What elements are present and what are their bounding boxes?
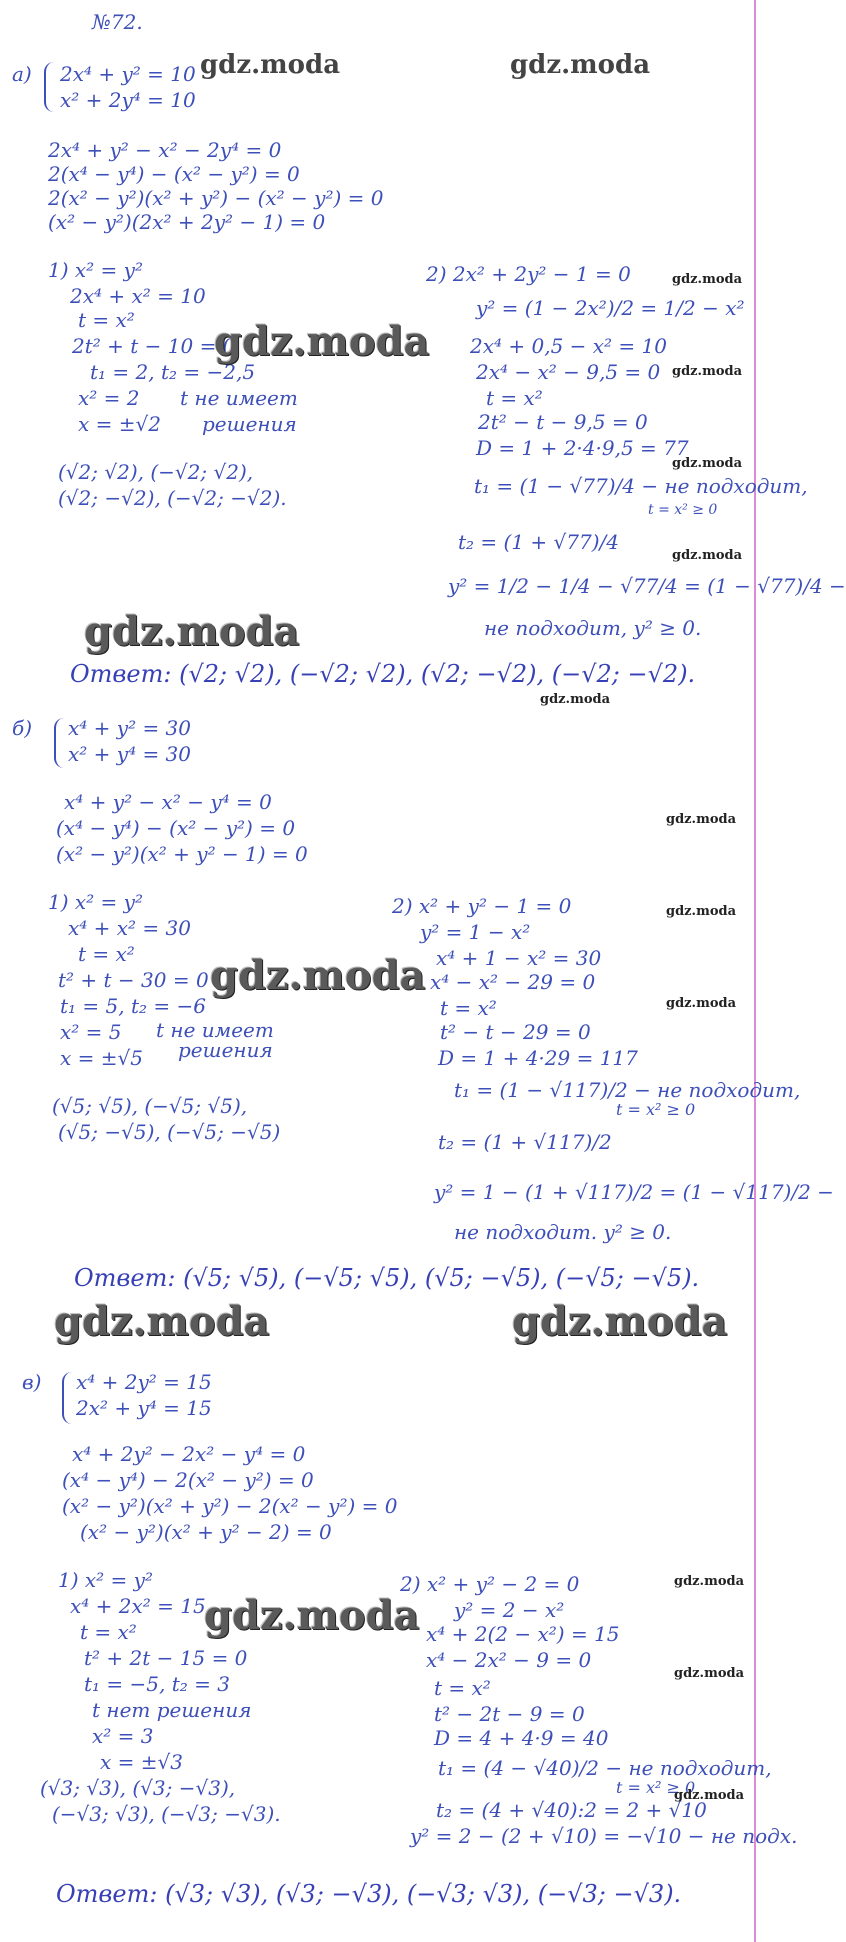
- watermark: gdz.moda: [84, 608, 300, 655]
- case-1-line: 1) x² = y²: [48, 890, 143, 914]
- case-2-line: y² = 1 − x²: [420, 920, 531, 944]
- case-1-line: 1) x² = y²: [48, 258, 143, 282]
- system-equation: x⁴ + 2y² = 15: [76, 1370, 212, 1394]
- case-2-note: t = x² ≥ 0: [616, 1100, 696, 1119]
- watermark: gdz.moda: [674, 1574, 745, 1589]
- margin-line: [754, 0, 756, 1942]
- watermark: gdz.moda: [672, 548, 743, 563]
- case-1-line: x = ±√5: [60, 1046, 143, 1070]
- answer-a: Ответ: (√2; √2), (−√2; √2), (√2; −√2), (−√2; −√2).: [70, 660, 696, 688]
- case-1-note: t не имеет: [156, 1018, 274, 1042]
- solution-step: 2x⁴ + y² − x² − 2y⁴ = 0: [48, 138, 282, 162]
- watermark: gdz.moda: [512, 1298, 728, 1345]
- case-1-line: t₁ = −5, t₂ = 3: [84, 1672, 230, 1696]
- case-2-line: y² = (1 − 2x²)/2 = 1/2 − x²: [476, 296, 745, 320]
- case-2-line: x⁴ + 1 − x² = 30: [436, 946, 602, 970]
- solution-step: x⁴ + y² − x² − y⁴ = 0: [64, 790, 272, 814]
- case-1-roots: (√5; −√5), (−√5; −√5): [58, 1120, 281, 1144]
- watermark: gdz.moda: [674, 1788, 745, 1803]
- case-1-roots: (√5; √5), (−√5; √5),: [52, 1094, 248, 1118]
- case-2-line: 2) x² + y² − 1 = 0: [392, 894, 572, 918]
- case-1-note: t нет решения: [92, 1698, 252, 1722]
- solution-step: (x² − y²)(2x² + 2y² − 1) = 0: [48, 210, 326, 234]
- case-2-line: D = 1 + 2·4·9,5 = 77: [476, 436, 689, 460]
- system-equation: 2x² + y⁴ = 15: [76, 1396, 212, 1420]
- case-1-line: 2t² + t − 10 = 0: [72, 334, 236, 358]
- watermark: gdz.moda: [54, 1298, 270, 1345]
- case-2-line: t = x²: [486, 386, 543, 410]
- case-1-roots: (−√3; √3), (−√3; −√3).: [52, 1802, 281, 1826]
- case-2-line: t₁ = (1 − √117)/2 − не подходит,: [454, 1078, 801, 1102]
- case-2-line: t₂ = (1 + √117)/2: [438, 1130, 612, 1154]
- case-1-line: 1) x² = y²: [58, 1568, 153, 1592]
- watermark: gdz.moda: [672, 456, 743, 471]
- case-1-line: t = x²: [78, 942, 135, 966]
- watermark: gdz.moda: [200, 50, 341, 80]
- case-2-note: t = x² ≥ 0: [648, 502, 718, 518]
- case-2-line: x⁴ − x² − 29 = 0: [430, 970, 596, 994]
- case-1-line: 2x⁴ + x² = 10: [70, 284, 206, 308]
- case-1-line: x² = 2: [78, 386, 140, 410]
- solution-step: (x⁴ − y⁴) − (x² − y²) = 0: [56, 816, 296, 840]
- solution-step: (x² − y²)(x² + y²) − 2(x² − y²) = 0: [62, 1494, 398, 1518]
- system-brace: [54, 718, 66, 768]
- problem-number: №72.: [92, 10, 143, 34]
- case-2-line: t₁ = (4 − √40)/2 − не подходит,: [438, 1756, 772, 1780]
- watermark: gdz.moda: [672, 364, 743, 379]
- part-v-label: в): [22, 1370, 42, 1394]
- case-1-line: t² + t − 30 = 0: [58, 968, 209, 992]
- case-2-line: y² = 1 − (1 + √117)/2 = (1 − √117)/2 −: [434, 1180, 834, 1204]
- case-2-line: не подходит, y² ≥ 0.: [484, 616, 702, 640]
- watermark: gdz.moda: [666, 904, 737, 919]
- watermark: gdz.moda: [210, 952, 426, 999]
- case-1-line: t² + 2t − 15 = 0: [84, 1646, 248, 1670]
- case-1-line: x⁴ + 2x² = 15: [70, 1594, 206, 1618]
- case-1-line: x = ±√2: [78, 412, 161, 436]
- system-equation: x² + 2y⁴ = 10: [60, 88, 196, 112]
- case-2-line: t = x²: [440, 996, 497, 1020]
- case-2-line: t² − t − 29 = 0: [440, 1020, 591, 1044]
- system-equation: x⁴ + y² = 30: [68, 716, 192, 740]
- watermark: gdz.moda: [214, 318, 430, 365]
- case-2-line: t² − 2t − 9 = 0: [434, 1702, 585, 1726]
- case-1-line: x = ±√3: [100, 1750, 183, 1774]
- solution-step: 2(x² − y²)(x² + y²) − (x² − y²) = 0: [48, 186, 384, 210]
- case-2-line: t₁ = (1 − √77)/4 − не подходит,: [474, 474, 808, 498]
- case-2-line: y² = 1/2 − 1/4 − √77/4 = (1 − √77)/4 −: [448, 574, 846, 598]
- case-1-line: t₁ = 5, t₂ = −6: [60, 994, 206, 1018]
- case-2-line: t₂ = (1 + √77)/4: [458, 530, 619, 554]
- case-2-line: t₂ = (4 + √40):2 = 2 + √10: [436, 1798, 707, 1822]
- case-1-note: t не имеет: [180, 386, 298, 410]
- case-1-line: x² = 3: [92, 1724, 154, 1748]
- case-2-line: не подходит. y² ≥ 0.: [454, 1220, 672, 1244]
- case-2-note: t = x² ≥ 0: [616, 1778, 696, 1797]
- part-a-label: а): [12, 62, 32, 86]
- case-1-roots: (√3; √3), (√3; −√3),: [40, 1776, 236, 1800]
- case-2-line: x⁴ + 2(2 − x²) = 15: [426, 1622, 620, 1646]
- answer-b: Ответ: (√5; √5), (−√5; √5), (√5; −√5), (−√5; −√5).: [74, 1264, 700, 1292]
- case-2-line: y² = 2 − (2 + √10) = −√10 − не подх.: [410, 1824, 798, 1848]
- part-b-label: б): [12, 716, 33, 740]
- case-1-roots: (√2; √2), (−√2; √2),: [58, 460, 254, 484]
- solution-step: x⁴ + 2y² − 2x² − y⁴ = 0: [72, 1442, 306, 1466]
- watermark: gdz.moda: [540, 692, 611, 707]
- solution-step: 2(x⁴ − y⁴) − (x² − y²) = 0: [48, 162, 300, 186]
- watermark: gdz.moda: [666, 996, 737, 1011]
- case-2-line: t = x²: [434, 1676, 491, 1700]
- solution-step: (x⁴ − y⁴) − 2(x² − y²) = 0: [62, 1468, 314, 1492]
- case-2-line: D = 4 + 4·9 = 40: [434, 1726, 609, 1750]
- case-2-line: 2t² − t − 9,5 = 0: [478, 410, 648, 434]
- case-1-line: t = x²: [80, 1620, 137, 1644]
- system-brace: [44, 62, 56, 112]
- case-2-line: D = 1 + 4·29 = 117: [438, 1046, 638, 1070]
- watermark: gdz.moda: [674, 1666, 745, 1681]
- system-equation: x² + y⁴ = 30: [68, 742, 192, 766]
- solution-step: (x² − y²)(x² + y² − 2) = 0: [80, 1520, 332, 1544]
- case-1-line: x⁴ + x² = 30: [68, 916, 191, 940]
- case-2-line: x⁴ − 2x² − 9 = 0: [426, 1648, 592, 1672]
- system-brace: [62, 1372, 74, 1424]
- case-1-line: x² = 5: [60, 1020, 122, 1044]
- case-1-note: решения: [202, 412, 297, 436]
- case-1-line: t₁ = 2, t₂ = −2,5: [90, 360, 256, 384]
- watermark: gdz.moda: [510, 50, 651, 80]
- answer-v: Ответ: (√3; √3), (√3; −√3), (−√3; √3), (−√3; −√3).: [56, 1880, 682, 1908]
- watermark: gdz.moda: [666, 812, 737, 827]
- case-1-roots: (√2; −√2), (−√2; −√2).: [58, 486, 287, 510]
- case-1-line: t = x²: [78, 308, 135, 332]
- case-1-note: решения: [178, 1038, 273, 1062]
- watermark: gdz.moda: [672, 272, 743, 287]
- system-equation: 2x⁴ + y² = 10: [60, 62, 196, 86]
- case-2-line: 2x⁴ + 0,5 − x² = 10: [470, 334, 667, 358]
- watermark: gdz.moda: [204, 1592, 420, 1639]
- case-2-line: 2) x² + y² − 2 = 0: [400, 1572, 580, 1596]
- case-2-line: 2) 2x² + 2y² − 1 = 0: [426, 262, 631, 286]
- solution-step: (x² − y²)(x² + y² − 1) = 0: [56, 842, 308, 866]
- case-2-line: y² = 2 − x²: [454, 1598, 565, 1622]
- case-2-line: 2x⁴ − x² − 9,5 = 0: [476, 360, 661, 384]
